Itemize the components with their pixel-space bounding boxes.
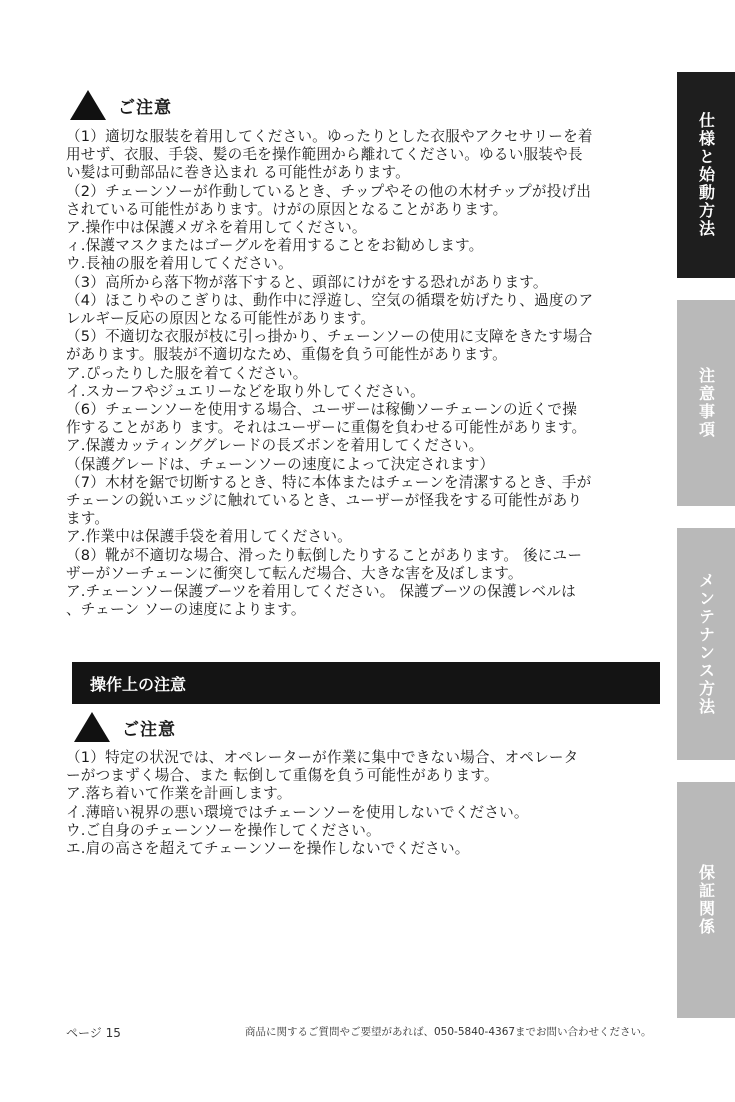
text-line: （1）特定の状況では、オペレーターが作業に集中できない場合、オペレータ xyxy=(66,749,579,766)
text-line: ウ.長袖の服を着用してください。 xyxy=(66,255,293,273)
caution-title: ご注意 xyxy=(118,97,172,118)
tab-specs-startup[interactable] xyxy=(677,72,735,278)
text-line: があります。服装が不適切なため、重傷を負う可能性があります。 xyxy=(66,346,507,364)
warning-triangle-icon xyxy=(74,712,110,742)
text-line: エ.肩の高さを超えてチェーンソーを操作しないでください。 xyxy=(66,840,470,858)
text-line: イ.スカーフやジュエリーなどを取り外してください。 xyxy=(66,382,425,400)
text-line: 用せず、衣服、手袋、髪の毛を操作範囲から離れてください。ゆるい服装や長 xyxy=(66,146,583,164)
contact-info: 商品に関するご質問やご要望があれば、050-5840-4367までお問い合わせください。 xyxy=(245,1026,652,1038)
text-line: ア.落ち着いて作業を計画します。 xyxy=(66,785,292,803)
caution-header-2 xyxy=(74,712,176,742)
text-line: ア.ぴったりした服を着てください。 xyxy=(66,364,308,382)
text-line: チェーンの鋭いエッジに触れているとき、ユーザーが怪我をする可能性があり xyxy=(66,492,583,510)
tab-label: 注意事項 xyxy=(696,367,716,439)
text-line: （6）チェーンソーを使用する場合、ユーザーは稼働ソーチェーンの近くで操 xyxy=(66,401,578,419)
tab-label: 仕様と始動方法 xyxy=(696,112,716,238)
text-line: ア.保護カッティンググレードの長ズボンを着用してください。 xyxy=(66,437,484,455)
text-line: ウ.ご自身のチェーンソーを操作してください。 xyxy=(66,821,381,839)
page-number: ページ 15 xyxy=(66,1026,121,1040)
section-title: 操作上の注意 xyxy=(90,674,187,694)
text-line: い髪は可動部品に巻き込まれ る可能性があります。 xyxy=(66,164,410,182)
text-line: レルギー反応の原因となる可能性があります。 xyxy=(66,310,376,328)
text-line: 、チェーン ソーの速度によります。 xyxy=(66,601,306,619)
text-line: ザーがソーチェーンに衝突して転んだ場合、大きな害を及ぼします。 xyxy=(66,564,523,582)
text-line: （5）不適切な衣服が枝に引っ掛かり、チェーンソーの使用に支障をきたす場合 xyxy=(66,328,593,346)
section-heading xyxy=(72,662,660,704)
tab-label: 保証関係 xyxy=(696,864,716,936)
caution-text-block-2 xyxy=(66,749,666,858)
tab-precautions[interactable] xyxy=(677,300,735,506)
text-line: ィ.保護マスクまたはゴーグルを着用することをお勧めします。 xyxy=(66,237,484,255)
text-line: イ.薄暗い視界の悪い環境ではチェーンソーを使用しないでください。 xyxy=(66,803,529,821)
caution-text-block xyxy=(66,128,666,619)
text-line: （1）適切な服装を着用してください。ゆったりとした衣服やアクセサリーを着 xyxy=(66,128,593,145)
text-line: ます。 xyxy=(66,510,110,528)
text-line: ア.作業中は保護手袋を着用してください。 xyxy=(66,528,352,546)
caution-header xyxy=(70,90,172,120)
text-line: 作することがあり ます。それはユーザーに重傷を負わせる可能性があります。 xyxy=(66,419,587,437)
warning-triangle-icon xyxy=(70,90,106,120)
text-line: （2）チェーンソーが作動しているとき、チップやその他の木材チップが投げ出 xyxy=(66,182,592,200)
tab-label: メンテナンス方法 xyxy=(696,572,716,716)
text-line: （7）木材を鋸で切断するとき、特に本体またはチェーンを清潔するとき、手が xyxy=(66,473,592,491)
text-line: ーがつまずく場合、また 転倒して重傷を負う可能性があります。 xyxy=(66,767,499,785)
text-line: されている可能性があります。けがの原因となることがあります。 xyxy=(66,200,508,218)
tab-maintenance[interactable] xyxy=(677,528,735,760)
text-line: （8）靴が不適切な場合、滑ったり転倒したりすることがあります。 後にユー xyxy=(66,546,583,564)
text-line: ア.チェーンソー保護ブーツを着用してください。 保護ブーツの保護レベルは xyxy=(66,583,576,601)
text-line: ア.操作中は保護メガネを着用してください。 xyxy=(66,219,367,237)
tab-warranty[interactable] xyxy=(677,782,735,1018)
text-line: （保護グレードは、チェーンソーの速度によって決定されます） xyxy=(66,455,495,473)
text-line: （4）ほこりやのこぎりは、動作中に浮遊し、空気の循環を妨げたり、過度のア xyxy=(66,291,594,309)
caution-title-2: ご注意 xyxy=(122,719,176,740)
text-line: （3）高所から落下物が落下すると、頭部にけがをする恐れがあります。 xyxy=(66,273,548,291)
